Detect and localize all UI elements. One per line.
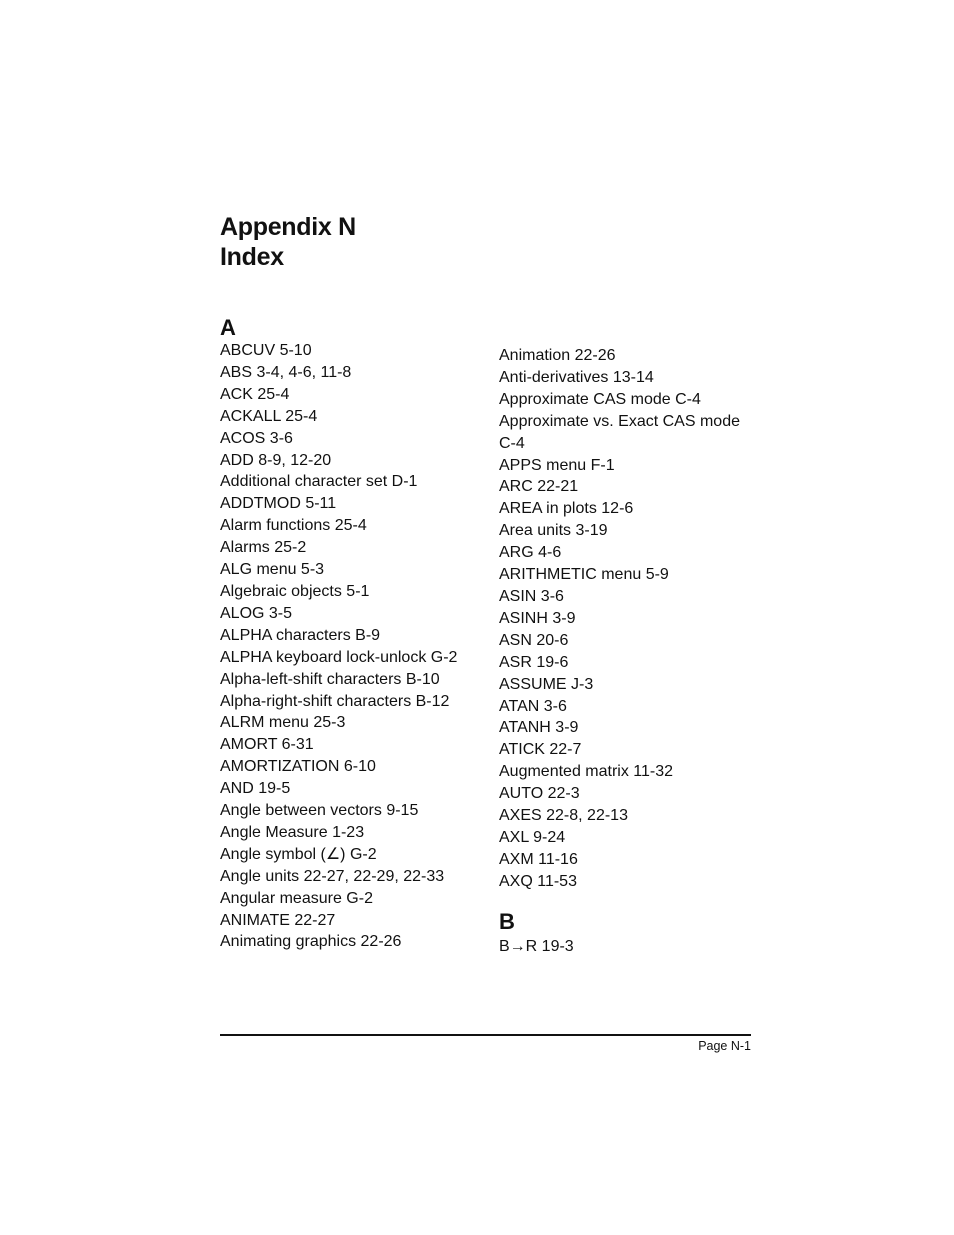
index-entry: Alarm functions 25-4 xyxy=(220,517,367,535)
index-entry: Angle units 22-27, 22-29, 22-33 xyxy=(220,867,445,885)
index-entry: ATANH 3-9 xyxy=(499,719,579,737)
index-entry: ALOG 3-5 xyxy=(220,604,293,622)
index-entry: ASIN 3-6 xyxy=(499,587,564,605)
index-entry: Angle symbol (∠) G-2 xyxy=(220,845,377,863)
index-entry: Area units 3-19 xyxy=(499,522,608,540)
index-entry: ACOS 3-6 xyxy=(220,429,293,447)
index-entry: ACK 25-4 xyxy=(220,385,290,403)
title-appendix: Appendix N xyxy=(220,213,356,241)
index-entry: B→R 19-3 xyxy=(499,938,574,955)
index-entry: AMORT 6-31 xyxy=(220,736,314,754)
index-entry: Animating graphics 22-26 xyxy=(220,933,402,951)
index-entry: ASINH 3-9 xyxy=(499,609,576,627)
index-entry: Algebraic objects 5-1 xyxy=(220,582,370,600)
section-letter-b: B xyxy=(499,909,515,934)
index-entry: AXM 11-16 xyxy=(499,850,578,868)
index-entry: ACKALL 25-4 xyxy=(220,407,318,425)
index-entry: Approximate vs. Exact CAS mode C-4 xyxy=(499,412,740,452)
index-entry: Augmented matrix 11-32 xyxy=(499,763,674,781)
index-entry: ANIMATE 22-27 xyxy=(220,911,336,929)
index-entry: AMORTIZATION 6-10 xyxy=(220,758,376,776)
index-entry: Approximate CAS mode C-4 xyxy=(499,390,701,408)
index-entry: ALRM menu 25-3 xyxy=(220,714,346,732)
index-entry: AXES 22-8, 22-13 xyxy=(499,807,628,825)
index-entry: ADD 8-9, 12-20 xyxy=(220,451,332,469)
index-column-right xyxy=(499,345,769,893)
index-entry: Additional character set D-1 xyxy=(220,473,418,491)
index-entry: APPS menu F-1 xyxy=(499,456,615,474)
index-column-right-b xyxy=(499,936,769,958)
index-column-left xyxy=(220,340,490,953)
index-entry: Angle Measure 1-23 xyxy=(220,823,365,841)
footer-rule xyxy=(220,1034,751,1036)
index-entry: Animation 22-26 xyxy=(499,347,616,364)
index-entry: Alarms 25-2 xyxy=(220,539,307,557)
page-title xyxy=(220,212,356,272)
index-entry: ADDTMOD 5-11 xyxy=(220,495,337,513)
index-entry: ALPHA keyboard lock-unlock G-2 xyxy=(220,648,458,666)
index-entry: ASSUME J-3 xyxy=(499,675,594,693)
index-entry: AUTO 22-3 xyxy=(499,785,580,803)
index-entry: ASN 20-6 xyxy=(499,631,569,649)
section-letter-a: A xyxy=(220,315,236,340)
index-entry: ALG menu 5-3 xyxy=(220,561,325,579)
index-entry: AXL 9-24 xyxy=(499,828,566,846)
index-entry: ALPHA characters B-9 xyxy=(220,626,381,644)
index-entry: ATICK 22-7 xyxy=(499,741,582,759)
index-entry: Alpha-right-shift characters B-12 xyxy=(220,692,450,710)
index-entry: ARC 22-21 xyxy=(499,478,579,496)
index-entry: ARITHMETIC menu 5-9 xyxy=(499,566,669,584)
index-entry: ABS 3-4, 4-6, 11-8 xyxy=(220,363,352,381)
index-entry: Alpha-left-shift characters B-10 xyxy=(220,670,440,688)
page-number: Page N-1 xyxy=(698,1039,751,1053)
index-entry: Angle between vectors 9-15 xyxy=(220,802,419,820)
index-entry: ABCUV 5-10 xyxy=(220,342,312,359)
index-entry: Angular measure G-2 xyxy=(220,889,373,907)
title-index: Index xyxy=(220,243,284,271)
index-entry: ARG 4-6 xyxy=(499,544,562,562)
index-entry: ASR 19-6 xyxy=(499,653,569,671)
index-entry: AREA in plots 12-6 xyxy=(499,500,634,518)
index-entry: AND 19-5 xyxy=(220,780,291,798)
index-entry: AXQ 11-53 xyxy=(499,872,577,890)
index-entry: Anti-derivatives 13-14 xyxy=(499,368,654,386)
index-entry: ATAN 3-6 xyxy=(499,697,567,715)
